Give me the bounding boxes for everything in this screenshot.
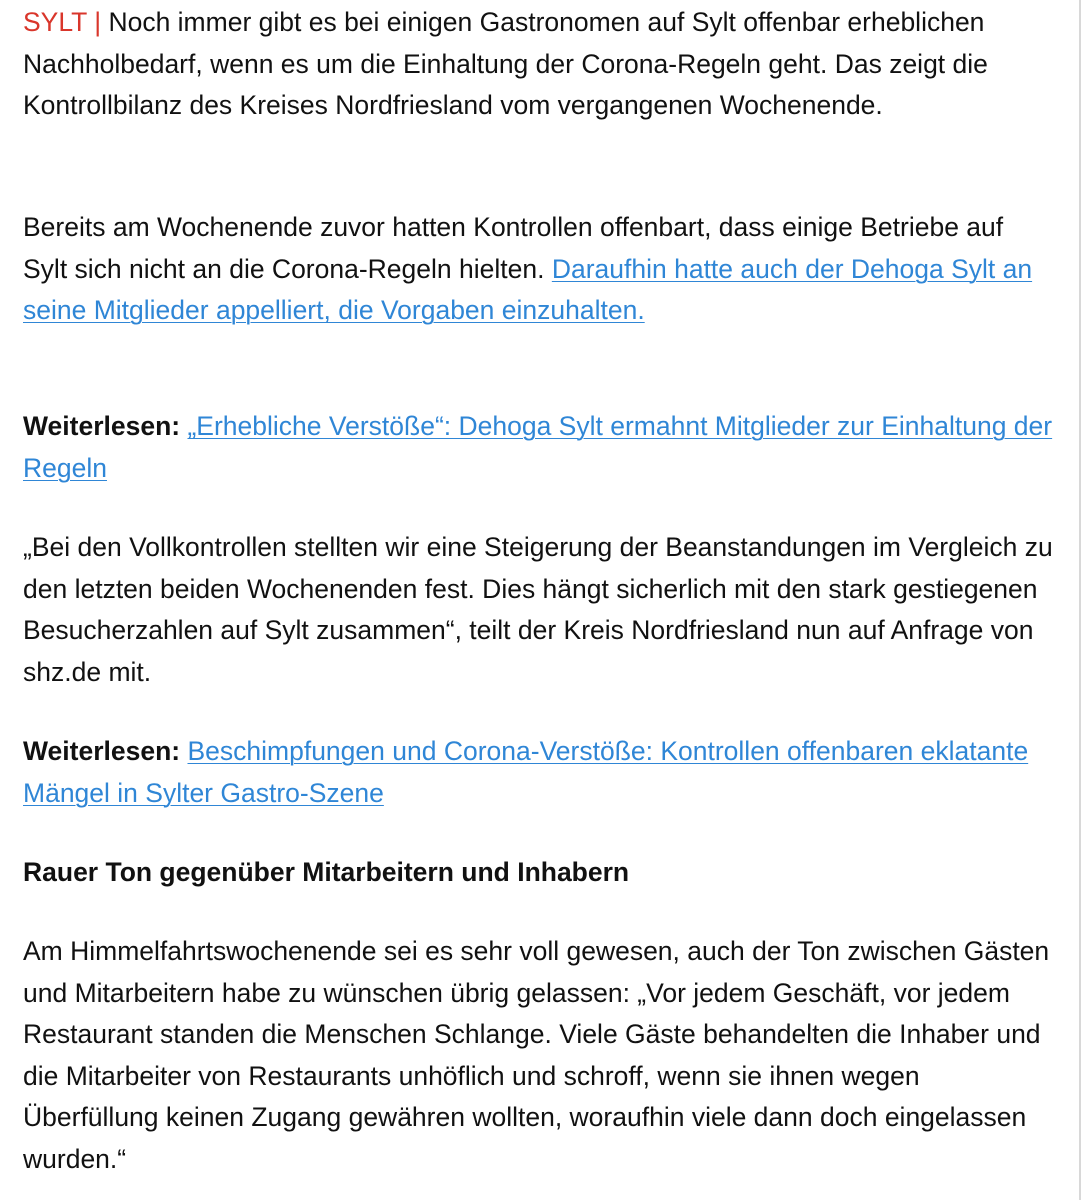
paragraph-4-text: Am Himmelfahrtswochenende sei es sehr voll gewesen, auch der Ton zwischen Gästen und Mitarbeitern habe zu wünschen übrig gelassen: „Vor jedem Geschäft, vor jedem Restaurant standen die Menschen Schlange. Viele Gäste behandelten die Inhaber und die Mitarbeiter von Restaurants unhöflich und schroff, wenn sie ihnen wegen Überfüllung keinen Zugang gewähren wollten, woraufhin viele dann doch eingelassen wurden.“ [23,936,1050,1174]
quote-text: „Bei den Vollkontrollen stellten wir eine Steigerung der Beanstandungen im Vergleich zu den letzten beiden Wochenenden fest. Dies hängt sicherlich mit den stark gestiegenen Besucherzahlen auf Sylt zusammen“, teilt der Kreis Nordfriesland nun auf Anfrage von shz.de mit. [23,532,1053,687]
paragraph-2 [23,207,1053,332]
paragraph-2-text: Bereits am Wochenende zuvor hatten Kontrollen offenbart, dass einige Betriebe auf Sylt sich nicht an die Corona-Regeln hielten. [23,212,1004,284]
intro-paragraph [23,2,1053,127]
read-more-link-2[interactable]: Beschimpfungen und Corona-Verstöße: Kontrollen offenbaren eklatante Mängel in Sylter Gastro-Szene [23,736,1029,808]
read-more-label: Weiterlesen: [23,411,181,441]
read-more-1 [23,406,1053,489]
intro-text: Noch immer gibt es bei einigen Gastronomen auf Sylt offenbar erheblichen Nachholbedarf, wenn es um die Einhaltung der Corona-Regeln geht. Das zeigt die Kontrollbilanz des Kreises Nordfriesland vom vergangenen Wochenende. [23,7,988,120]
section-subheading: Rauer Ton gegenüber Mitarbeitern und Inhabern [23,857,630,887]
paragraph-4 [23,931,1053,1180]
quote-paragraph [23,527,1053,693]
dehoga-appeal-link[interactable]: Daraufhin hatte auch der Dehoga Sylt an seine Mitglieder appelliert, die Vorgaben einzuhalten. [23,253,1033,325]
read-more-link-1[interactable]: „Erhebliche Verstöße“: Dehoga Sylt ermahnt Mitglieder zur Einhaltung der Regeln [23,411,1053,483]
read-more-2 [23,731,1053,814]
dateline: SYLT | [23,7,102,37]
read-more-label: Weiterlesen: [23,736,181,766]
